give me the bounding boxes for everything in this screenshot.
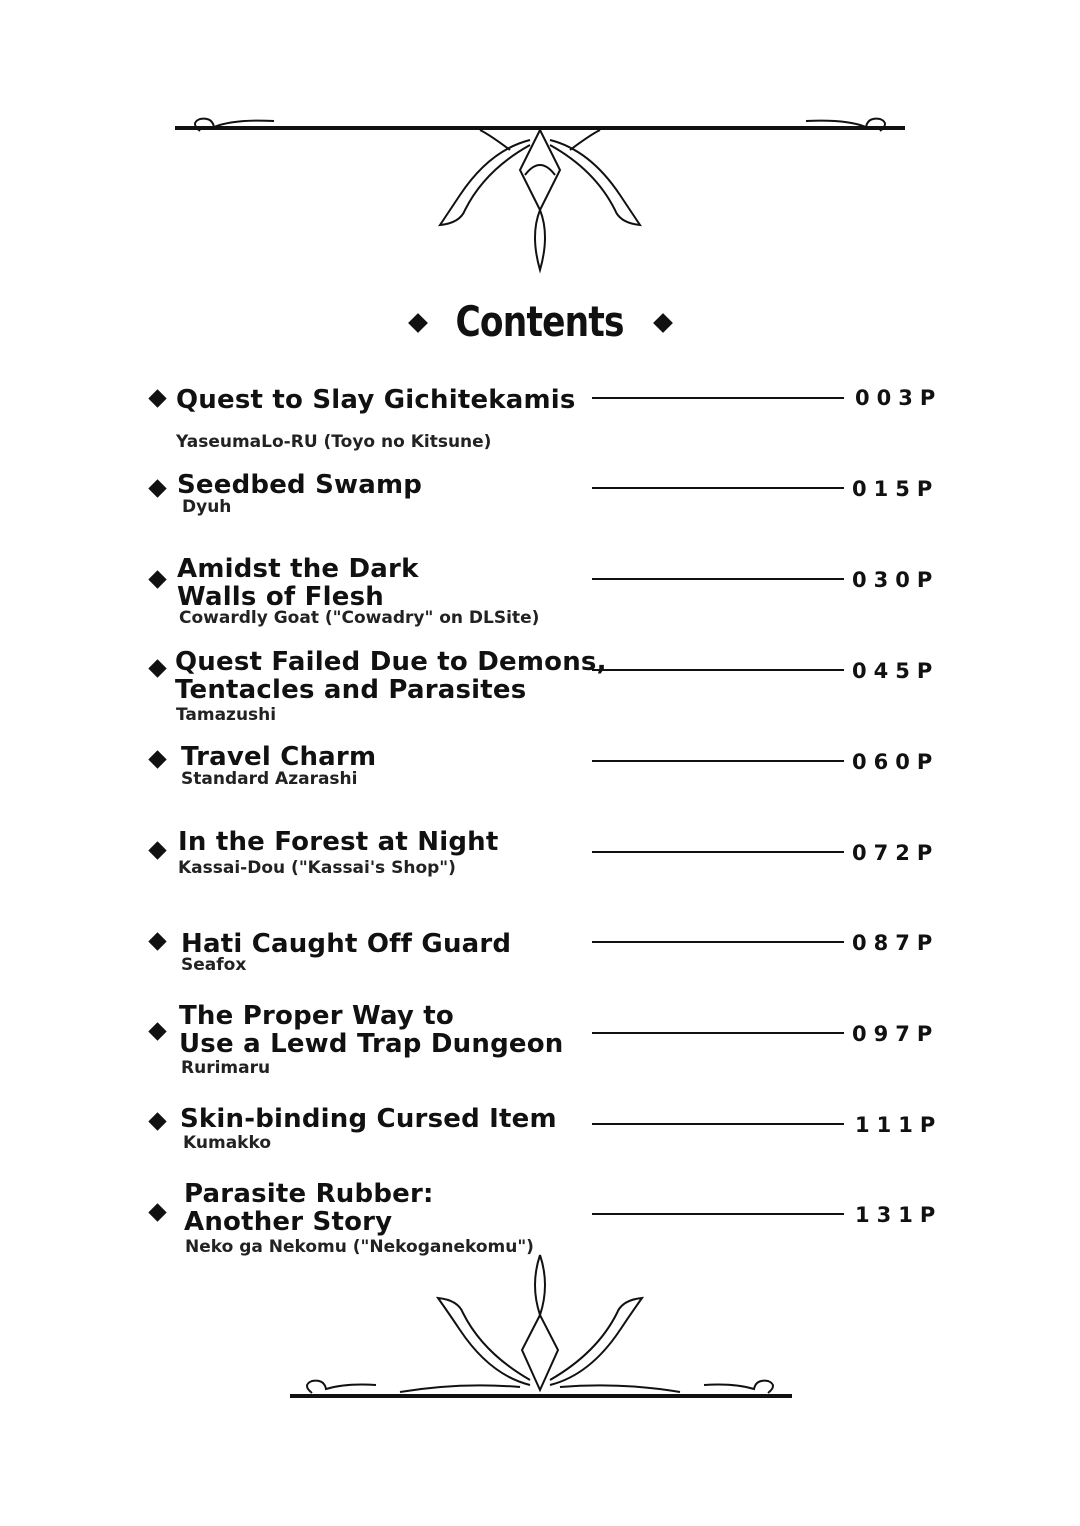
contents-heading [0,292,1080,352]
entry-page: 003P [855,386,943,410]
entry-author: Cowardly Goat ("Cowadry" on DLSite) [179,608,540,628]
entry-author: Seafox [181,955,247,975]
leader-line [592,1032,844,1034]
diamond-icon [408,313,428,333]
entry-title: Seedbed Swamp [177,470,423,500]
entry-author: Rurimaru [181,1058,271,1078]
entry-author: YaseumaLo-RU (Toyo no Kitsune) [176,432,492,452]
entry-page: 087P [852,931,940,955]
top-ornament [0,105,1080,285]
leader-line [592,1213,844,1215]
entry-author: Dyuh [182,497,232,517]
leader-line [592,941,844,943]
entry-title: The Proper Way to Use a Lewd Trap Dungeon [179,1001,564,1059]
entry-title: Amidst the Dark Walls of Flesh [177,554,419,612]
entry-title: Parasite Rubber: Another Story [184,1179,434,1237]
leader-line [592,1123,844,1125]
leader-line [592,760,844,762]
entry-title: Quest to Slay Gichitekamis [176,385,576,415]
entry-page: 072P [852,841,940,865]
entry-title: Skin-binding Cursed Item [180,1104,557,1134]
entry-page: 097P [852,1022,940,1046]
entry-author: Neko ga Nekomu ("Nekoganekomu") [185,1237,534,1257]
diamond-bullet-icon [148,750,166,768]
diamond-bullet-icon [148,659,166,677]
diamond-bullet-icon [148,932,166,950]
leader-line [592,578,844,580]
entry-author: Tamazushi [176,705,277,725]
diamond-bullet-icon [148,1112,166,1130]
entry-page: 015P [852,477,940,501]
entry-title: Quest Failed Due to Demons, Tentacles and Parasites [175,647,607,705]
page-title: Contents [455,297,625,346]
leader-line [592,669,844,671]
diamond-bullet-icon [148,479,166,497]
entry-page: 131P [855,1203,943,1227]
entry-author: Kassai-Dou ("Kassai's Shop") [178,858,456,878]
diamond-bullet-icon [148,841,166,859]
entry-page: 111P [855,1113,943,1137]
leader-line [592,851,844,853]
diamond-icon [653,313,673,333]
entry-title: In the Forest at Night [178,827,499,857]
leader-line [592,487,844,489]
entry-page: 060P [852,750,940,774]
entry-author: Kumakko [183,1133,271,1153]
leader-line [592,397,844,399]
diamond-bullet-icon [148,389,166,407]
entry-page: 045P [852,659,940,683]
entry-title: Hati Caught Off Guard [181,929,512,959]
entry-author: Standard Azarashi [181,769,358,789]
entry-page: 030P [852,568,940,592]
diamond-bullet-icon [148,1203,166,1221]
diamond-bullet-icon [148,1022,166,1040]
bottom-ornament [0,1250,1080,1420]
diamond-bullet-icon [148,570,166,588]
entry-title: Travel Charm [181,742,377,772]
